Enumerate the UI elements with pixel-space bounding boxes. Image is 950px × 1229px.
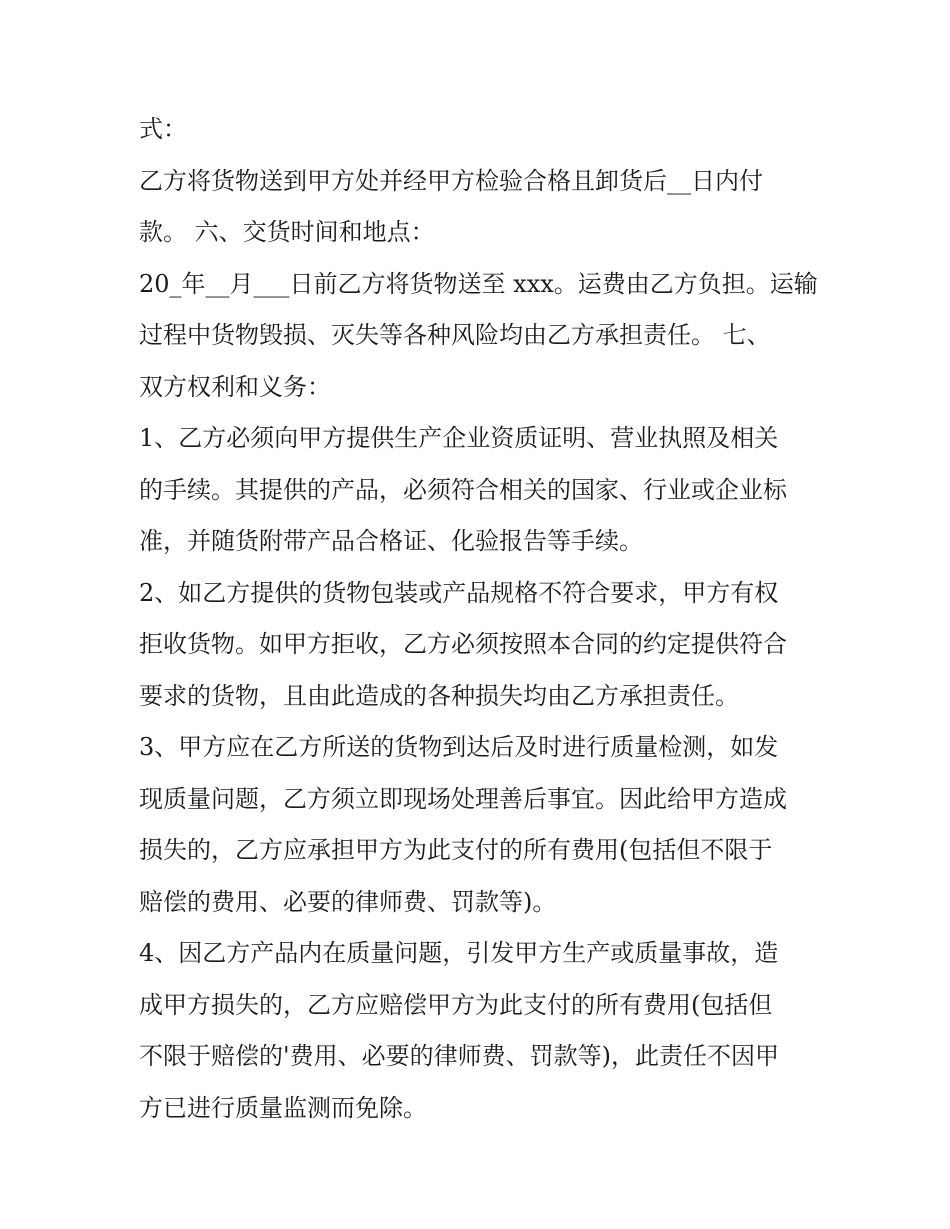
text-line: 双方权利和义务： xyxy=(139,372,331,401)
text-line: 式： xyxy=(139,115,187,143)
text-line: 20_年__月___日前乙方将货物送至 xxx。运费由乙方负担。运输 xyxy=(139,269,818,298)
text-line: 4、因乙方产品内在质量问题，引发甲方生产或质量事故，造 xyxy=(139,939,779,967)
text-line: 损失的，乙方应承担甲方为此支付的所有费用(包括但不限于 xyxy=(139,836,773,864)
text-line: 要求的货物，且由此造成的各种损失均由乙方承担责任。 xyxy=(139,681,739,710)
text-line: 拒收货物。如甲方拒收，乙方必须按照本合同的约定提供符合 xyxy=(139,630,787,658)
text-line: 的手续。其提供的产品，必须符合相关的国家、行业或企业标 xyxy=(139,475,787,504)
text-line: 款。 六、交货时间和地点： xyxy=(139,218,435,246)
text-line: 成甲方损失的，乙方应赔偿甲方为此支付的所有费用(包括但 xyxy=(139,990,773,1019)
text-line: 乙方将货物送到甲方处并经甲方检验合格且卸货后__日内付 xyxy=(139,166,763,195)
text-line: 现质量问题，乙方须立即现场处理善后事宜。因此给甲方造成 xyxy=(139,784,787,813)
document-body xyxy=(139,104,819,1134)
text-line: 赔偿的费用、必要的律师费、罚款等)。 xyxy=(139,887,557,916)
text-line: 过程中货物毁损、灭失等各种风险均由乙方承担责任。 七、 xyxy=(139,321,771,349)
text-line: 准，并随货附带产品合格证、化验报告等手续。 xyxy=(139,527,643,555)
text-line: 3、甲方应在乙方所送的货物到达后及时进行质量检测，如发 xyxy=(139,733,779,761)
text-line: 1、乙方必须向甲方提供生产企业资质证明、营业执照及相关 xyxy=(139,424,779,452)
text-line: 不限于赔偿的'费用、必要的律师费、罚款等)，此责任不因甲 xyxy=(139,1042,779,1070)
text-line: 2、如乙方提供的货物包装或产品规格不符合要求，甲方有权 xyxy=(139,578,779,607)
text-line: 方已进行质量监测而免除。 xyxy=(139,1093,427,1122)
